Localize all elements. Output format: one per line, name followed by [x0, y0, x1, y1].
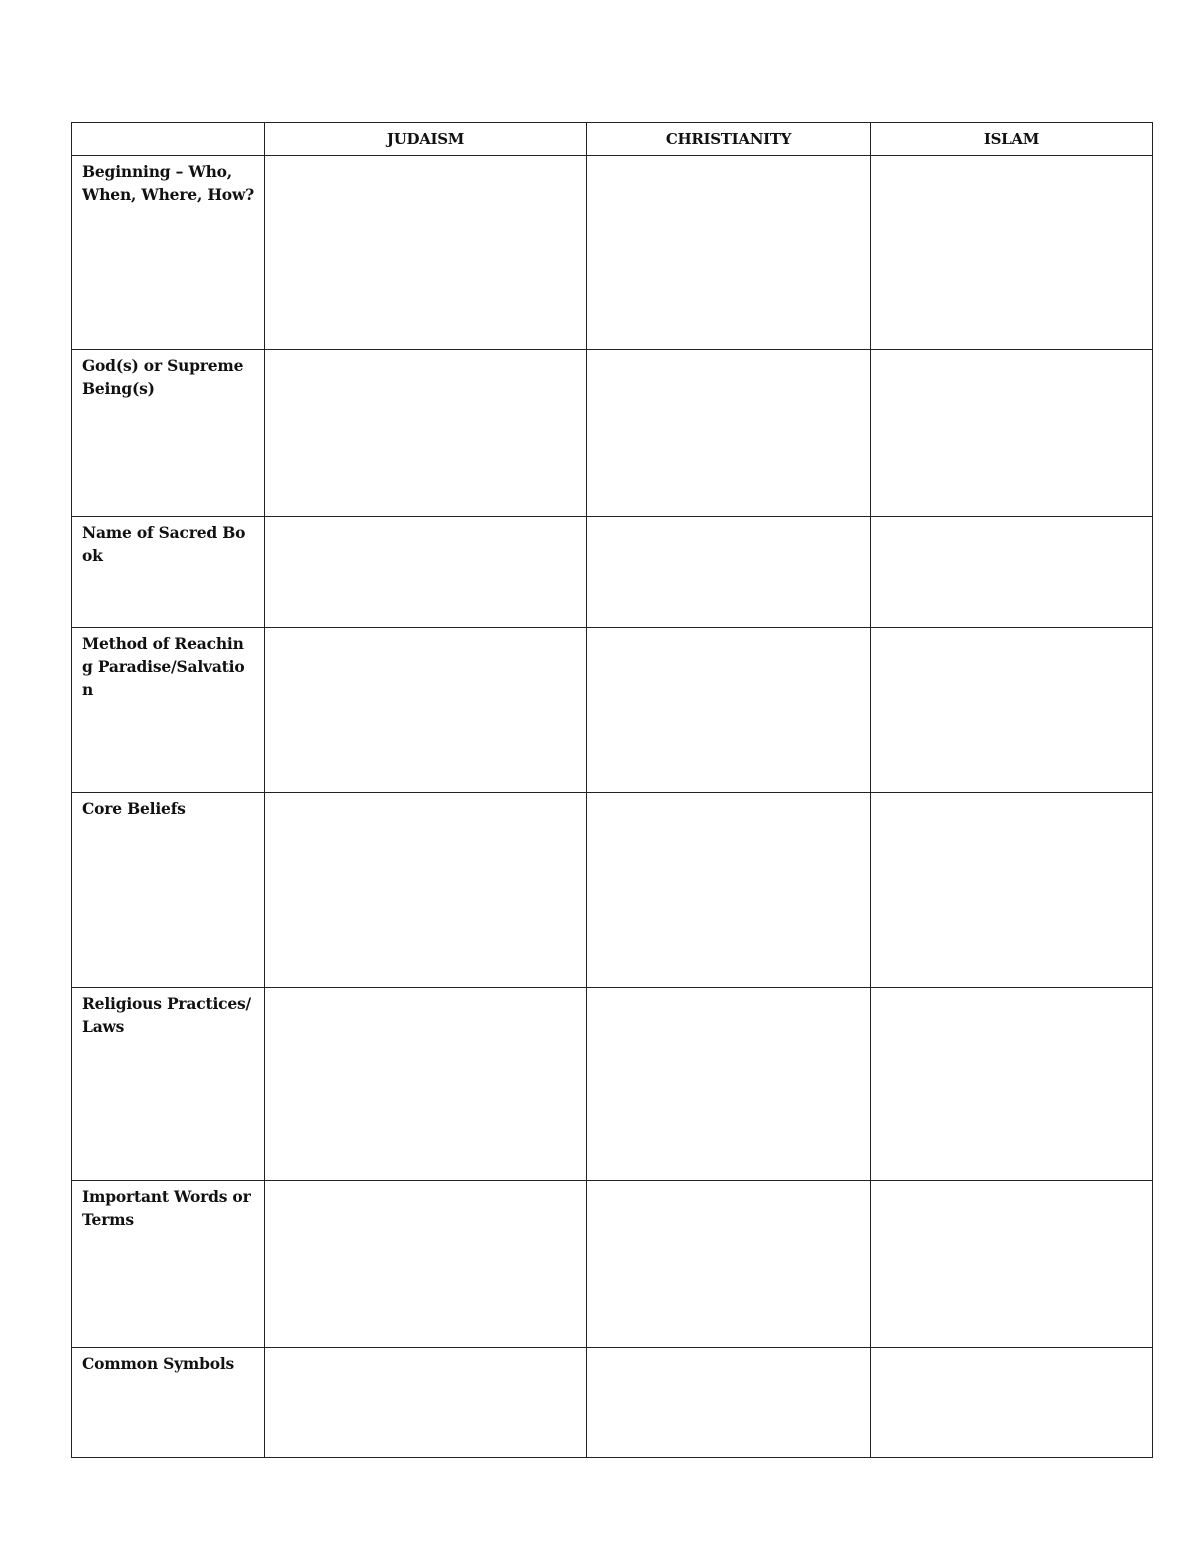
header-islam: ISLAM	[871, 123, 1153, 156]
row-label-practices: Religious Practices/Laws	[72, 988, 265, 1181]
row-label-beginning: Beginning – Who, When, Where, How?	[72, 156, 265, 350]
christianity-core-beliefs-cell[interactable]	[587, 793, 871, 988]
religion-comparison-table	[71, 122, 1153, 1458]
islam-terms-cell[interactable]	[871, 1181, 1153, 1348]
row-label-salvation: Method of Reaching Paradise/Salvation	[72, 628, 265, 793]
christianity-gods-cell[interactable]	[587, 350, 871, 517]
islam-beginning-cell[interactable]	[871, 156, 1153, 350]
judaism-core-beliefs-cell[interactable]	[265, 793, 587, 988]
islam-gods-cell[interactable]	[871, 350, 1153, 517]
header-judaism: JUDAISM	[265, 123, 587, 156]
islam-core-beliefs-cell[interactable]	[871, 793, 1153, 988]
row-label-gods: God(s) or Supreme Being(s)	[72, 350, 265, 517]
judaism-practices-cell[interactable]	[265, 988, 587, 1181]
table-row	[72, 350, 1153, 517]
header-row	[72, 123, 1153, 156]
christianity-sacred-book-cell[interactable]	[587, 517, 871, 628]
judaism-salvation-cell[interactable]	[265, 628, 587, 793]
header-christianity: CHRISTIANITY	[587, 123, 871, 156]
islam-salvation-cell[interactable]	[871, 628, 1153, 793]
row-label-sacred-book: Name of Sacred Book	[72, 517, 265, 628]
judaism-gods-cell[interactable]	[265, 350, 587, 517]
islam-practices-cell[interactable]	[871, 988, 1153, 1181]
header-corner-cell	[72, 123, 265, 156]
judaism-sacred-book-cell[interactable]	[265, 517, 587, 628]
row-label-terms: Important Words or Terms	[72, 1181, 265, 1348]
christianity-terms-cell[interactable]	[587, 1181, 871, 1348]
judaism-terms-cell[interactable]	[265, 1181, 587, 1348]
christianity-symbols-cell[interactable]	[587, 1348, 871, 1458]
table-row	[72, 517, 1153, 628]
table-row	[72, 1348, 1153, 1458]
row-label-symbols: Common Symbols	[72, 1348, 265, 1458]
christianity-salvation-cell[interactable]	[587, 628, 871, 793]
table-row	[72, 156, 1153, 350]
judaism-beginning-cell[interactable]	[265, 156, 587, 350]
judaism-symbols-cell[interactable]	[265, 1348, 587, 1458]
table-row	[72, 1181, 1153, 1348]
islam-sacred-book-cell[interactable]	[871, 517, 1153, 628]
christianity-beginning-cell[interactable]	[587, 156, 871, 350]
christianity-practices-cell[interactable]	[587, 988, 871, 1181]
row-label-core-beliefs: Core Beliefs	[72, 793, 265, 988]
islam-symbols-cell[interactable]	[871, 1348, 1153, 1458]
table-row	[72, 628, 1153, 793]
table-row	[72, 988, 1153, 1181]
table-row	[72, 793, 1153, 988]
